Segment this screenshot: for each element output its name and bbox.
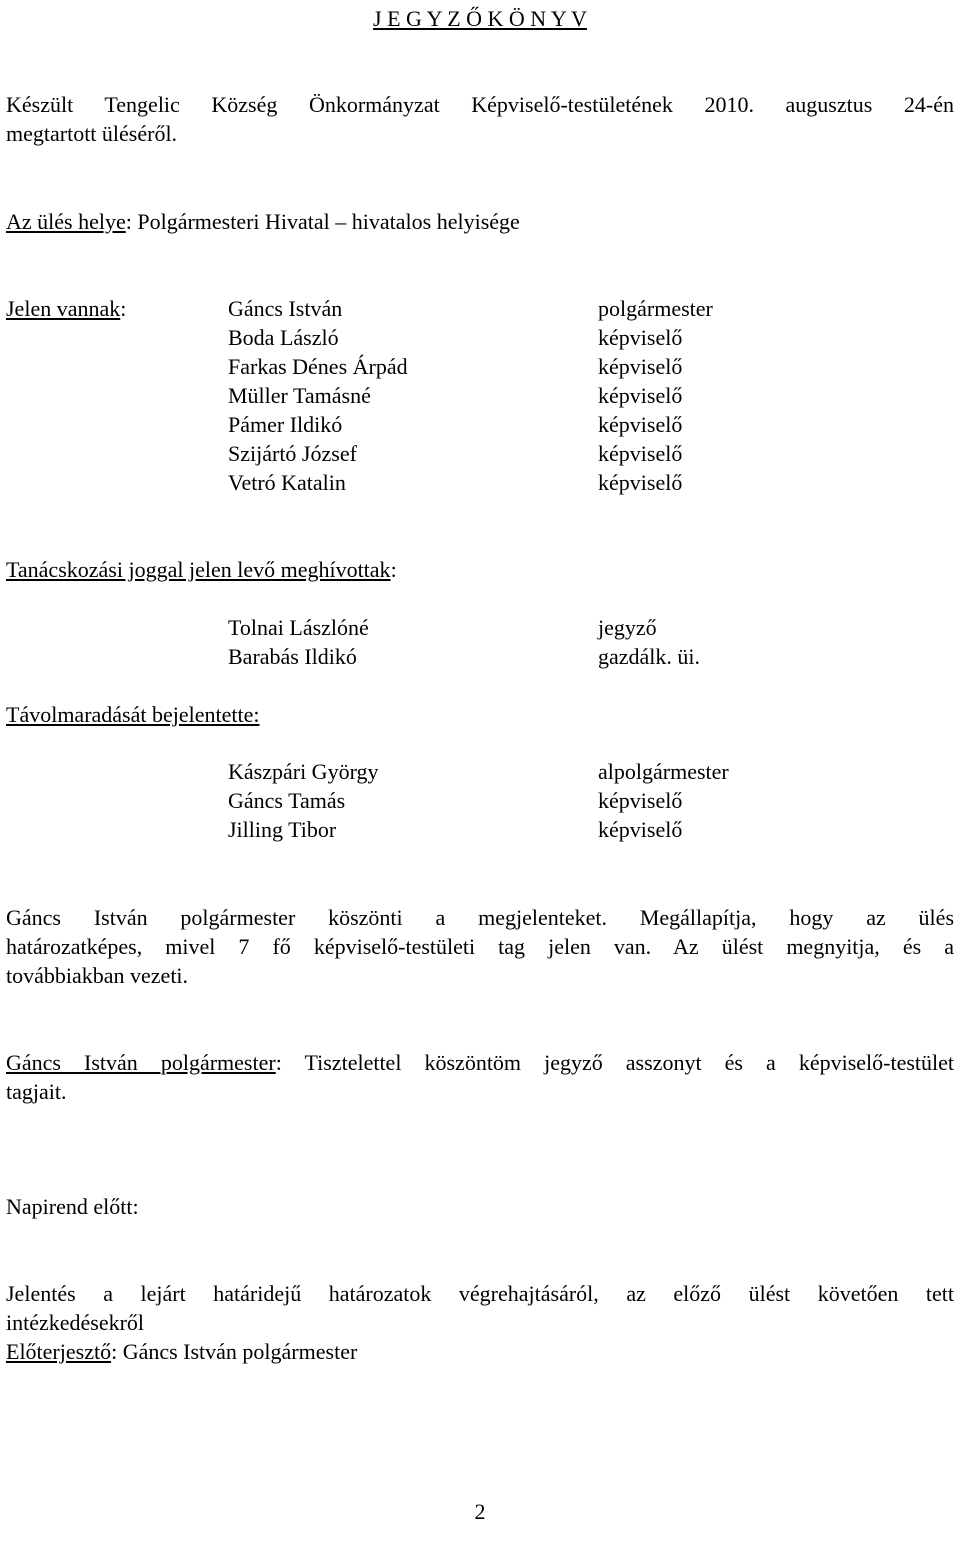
absent-name: Kászpári György: [228, 759, 379, 784]
speech-text: : Tisztelettel köszöntöm jegyző asszonyt és a képviselő-testület: [275, 1050, 954, 1075]
agenda-item-line-2: intézkedésekről: [6, 1310, 145, 1335]
intro-line-2: megtartott üléséről.: [6, 121, 178, 146]
absent-name: Gáncs Tamás: [228, 788, 346, 813]
present-name: Szijártó József: [228, 441, 357, 466]
invited-name: Tolnai Lászlóné: [228, 615, 369, 640]
document-title: J E G Y Z Ő K Ö N Y V: [373, 6, 587, 31]
present-name: Gáncs István: [228, 296, 343, 321]
location-label: Az ülés helye: [6, 209, 126, 234]
present-colon: :: [120, 296, 127, 321]
opening-line-3: továbbiakban vezeti.: [6, 963, 189, 988]
invited-role: jegyző: [598, 615, 657, 640]
absent-roles: [598, 757, 729, 844]
invited-colon: :: [390, 557, 397, 582]
present-name: Farkas Dénes Árpád: [228, 354, 408, 379]
present-role: képviselő: [598, 325, 683, 350]
opening-line-1: Gáncs István polgármester köszönti a megjelenteket. Megállapítja, hogy az ülés: [6, 905, 954, 930]
present-role: képviselő: [598, 383, 683, 408]
presenter-label: Előterjesztő: [6, 1339, 112, 1364]
presenter-value: : Gáncs István polgármester: [111, 1339, 358, 1364]
absent-label: Távolmaradását bejelentette:: [6, 702, 260, 727]
agenda-label: Napirend előtt:: [6, 1194, 139, 1219]
present-role: képviselő: [598, 412, 683, 437]
absent-role: képviselő: [598, 788, 683, 813]
intro-paragraph: [6, 90, 954, 148]
present-label-row: [6, 294, 126, 323]
absent-name: Jilling Tibor: [228, 817, 337, 842]
absent-names: [228, 757, 379, 844]
invited-label: Tanácskozási joggal jelen levő meghívottak: [6, 557, 391, 582]
location-value: : Polgármesteri Hivatal – hivatalos helyisége: [125, 209, 520, 234]
present-label: Jelen vannak: [6, 296, 121, 321]
invited-roles: [598, 613, 700, 671]
invited-names: [228, 613, 369, 671]
speech-line-2: tagjait.: [6, 1079, 67, 1104]
present-name: Pámer Ildikó: [228, 412, 343, 437]
present-role: polgármester: [598, 296, 713, 321]
present-role: képviselő: [598, 354, 683, 379]
opening-paragraph: [6, 903, 954, 990]
absent-role: alpolgármester: [598, 759, 729, 784]
invited-name: Barabás Ildikó: [228, 644, 357, 669]
intro-line-1: Készült Tengelic Község Önkormányzat Képviselő-testületének 2010. augusztus 24-én: [6, 92, 954, 117]
speech-line-1: [6, 1048, 954, 1077]
absent-role: képviselő: [598, 817, 683, 842]
present-names: [228, 294, 408, 497]
agenda-item-line-1: Jelentés a lejárt határidejű határozatok végrehajtásáról, az előző ülést követően tett: [6, 1281, 954, 1306]
presenter-row: [6, 1337, 357, 1366]
speech-speaker: Gáncs István polgármester: [6, 1050, 276, 1075]
location-row: [6, 207, 520, 236]
opening-line-2: határozatképes, mivel 7 fő képviselő-testületi tag jelen van. Az ülést megnyitja, és a: [6, 934, 954, 959]
agenda-item: [6, 1279, 954, 1337]
invited-role: gazdálk. üi.: [598, 644, 701, 669]
present-role: képviselő: [598, 470, 683, 495]
present-name: Müller Tamásné: [228, 383, 371, 408]
invited-label-row: [6, 555, 397, 584]
speech-paragraph: [6, 1048, 954, 1106]
present-name: Vetró Katalin: [228, 470, 346, 495]
present-roles: [598, 294, 713, 497]
present-role: képviselő: [598, 441, 683, 466]
present-name: Boda László: [228, 325, 339, 350]
page-number: 2: [474, 1499, 486, 1524]
